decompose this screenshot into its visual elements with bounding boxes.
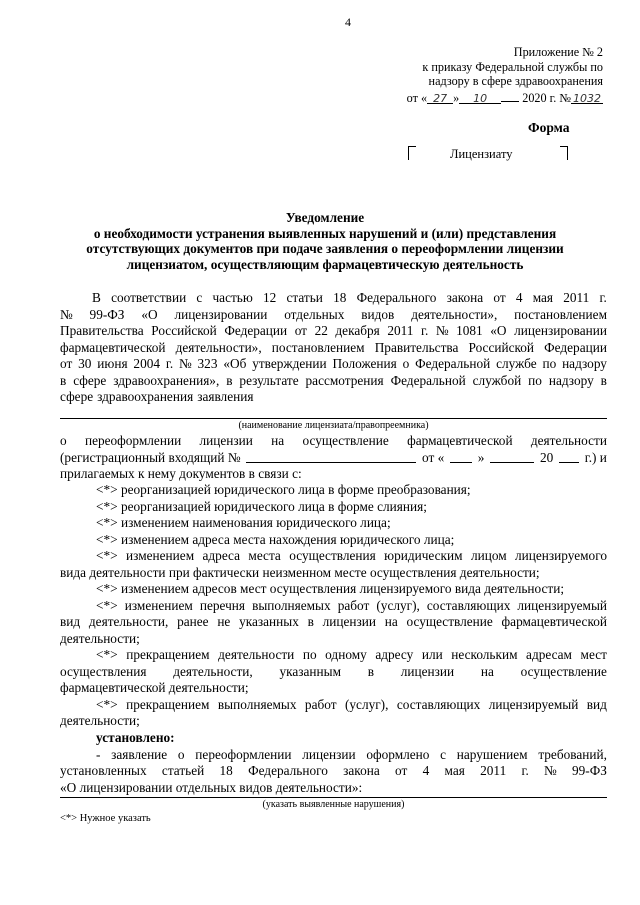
reason-activity-address-line-2: вида деятельности при фактически неизменном месте осуществления деятельности;	[60, 564, 540, 580]
word: здравоохранения»,	[113, 372, 220, 388]
word: заявления	[197, 389, 254, 404]
word: изменением	[124, 597, 193, 613]
word: лицензии	[400, 663, 455, 679]
word: составляющих	[426, 597, 511, 613]
word: осуществление	[520, 663, 607, 679]
word: работ	[304, 696, 337, 712]
word: №	[60, 306, 73, 322]
title-line-4: лицензиатом, осуществляющим фармацевтическую деятельность	[126, 256, 524, 272]
date-year: 2020 г. №	[522, 90, 571, 105]
reasons-list	[60, 482, 607, 730]
word: (услуг),	[344, 696, 389, 712]
word: осуществления	[60, 663, 147, 679]
word: требований,	[538, 746, 607, 762]
word: постановлением	[514, 306, 607, 322]
page-number: 4	[345, 15, 351, 29]
word: составляющих	[396, 696, 481, 712]
word: Федерации	[224, 323, 288, 338]
word: <*>	[96, 548, 118, 563]
word: в	[307, 614, 314, 629]
word: г.	[165, 356, 174, 371]
appendix-date-line	[388, 89, 603, 106]
word: осуществление	[406, 614, 493, 629]
word: оформлено	[366, 746, 430, 762]
word: лицензируемый	[488, 696, 579, 712]
reason-reorganization-transformation: <*> реорганизацией юридического лица в форме преобразования;	[96, 482, 471, 497]
word: Правительства	[60, 323, 144, 338]
word: работ	[337, 597, 370, 613]
reason-works-list-line-2	[60, 614, 607, 631]
appendix-block	[388, 45, 603, 105]
word: нарушением	[456, 746, 528, 762]
handwritten-month: 10	[473, 91, 488, 105]
word: деятельности»,	[411, 306, 498, 322]
word: выполняемых	[217, 696, 297, 712]
word: мест	[580, 647, 607, 662]
word: лицензировании	[174, 306, 268, 322]
intro-paragraph	[60, 290, 607, 406]
word: №	[435, 323, 449, 338]
word: №	[178, 356, 192, 371]
word: Правительства	[374, 339, 459, 355]
word: лицензировании	[514, 323, 607, 338]
word: в	[367, 663, 375, 679]
form-label: Форма	[528, 120, 570, 135]
reg-year-suffix: г.) и	[584, 449, 607, 465]
word: лицензии	[322, 614, 376, 629]
word: указанных	[239, 614, 299, 629]
word: перечня	[199, 597, 245, 613]
word: изменением	[126, 548, 195, 563]
word: в	[60, 372, 67, 388]
word: места	[248, 548, 281, 563]
reg-month-blank	[490, 450, 534, 463]
left-corner-bracket	[408, 146, 416, 160]
licensee-caption: (наименование лицензиата/правопреемника)	[238, 420, 429, 431]
handwritten-number: 1032	[573, 91, 601, 105]
word: деятельности	[530, 433, 607, 448]
word: службой	[472, 372, 522, 388]
word: №	[544, 763, 557, 778]
intro-line	[60, 307, 607, 324]
word: не	[217, 614, 231, 629]
word: сфере	[73, 372, 107, 388]
reg-number-blank	[246, 450, 416, 463]
registration-paragraph	[60, 433, 607, 483]
word: июня	[97, 356, 128, 371]
reg-from-label: от «	[422, 449, 445, 465]
reason-name-change: <*> изменением наименования юридического лица;	[96, 515, 391, 530]
word: «О	[490, 323, 507, 338]
reg-century: 20	[539, 449, 554, 465]
word: мая	[532, 290, 554, 305]
word: Федерации	[544, 339, 607, 355]
word: 99-ФЗ	[572, 763, 607, 778]
word: закона	[446, 290, 484, 305]
word: В	[92, 290, 101, 305]
word: о	[402, 356, 410, 371]
reason-address-change: <*> изменением адреса места нахождения юридического лица;	[96, 531, 455, 547]
word: постановлением	[271, 339, 365, 355]
word: «Об	[223, 356, 247, 371]
appendix-line-3: надзору в сфере здравоохранения	[428, 74, 603, 88]
title-line-1: Уведомление	[285, 210, 365, 225]
word: надзору	[562, 356, 607, 371]
word: с	[196, 290, 203, 305]
recipient-label: Лицензиату	[450, 147, 513, 161]
word: Федеральной	[390, 372, 466, 388]
word: статьей	[161, 763, 205, 778]
word: (услуг),	[376, 597, 420, 613]
word: переоформлении	[84, 433, 182, 448]
word: службе	[496, 356, 537, 371]
word: здравоохранения	[97, 389, 194, 404]
word: частью	[212, 290, 253, 305]
word: «О	[141, 306, 158, 322]
word: осуществления	[289, 548, 376, 563]
word: адресу	[375, 647, 414, 662]
licensee-blank-line	[60, 418, 607, 419]
word: нескольким	[451, 647, 518, 662]
intro-line	[60, 389, 607, 406]
intro-line	[60, 340, 607, 357]
word: по	[302, 647, 317, 662]
word: <*>	[96, 696, 118, 712]
word: осуществление	[302, 433, 389, 448]
right-corner-bracket	[560, 146, 568, 160]
word: статьи	[286, 290, 323, 305]
word: на	[384, 614, 398, 629]
word: от	[395, 763, 408, 778]
word: 18	[333, 290, 347, 305]
reason-termination-address-line-3: фармацевтической деятельности;	[60, 680, 249, 695]
finding-line-2	[60, 763, 607, 780]
word: на	[480, 663, 494, 679]
reg-day-blank	[450, 450, 472, 463]
date-prefix: от «	[406, 90, 428, 105]
document-title	[60, 210, 590, 272]
violations-caption: (указать выявленные нарушения)	[262, 799, 405, 810]
word: 1081	[456, 323, 483, 338]
intro-line	[60, 356, 607, 373]
word: юридическим	[384, 548, 463, 563]
word: г.	[421, 323, 429, 338]
word: вид	[586, 696, 607, 712]
word: от	[60, 356, 73, 371]
word: адреса	[202, 548, 241, 563]
intro-line	[60, 373, 607, 390]
word: одному	[325, 647, 367, 662]
title-line-2: о необходимости устранения выявленных нарушений и (или) представления	[93, 225, 557, 241]
word: деятельности»,	[175, 339, 262, 355]
established-heading: установлено:	[96, 730, 175, 745]
word: Федеральной	[415, 356, 491, 371]
word: по	[542, 356, 557, 371]
word: вид	[60, 614, 81, 629]
word: рассмотрения	[305, 372, 384, 388]
word: лицензируемого	[515, 548, 607, 563]
word: <*>	[96, 597, 118, 613]
reason-reorganization-merger: <*> реорганизацией юридического лица в форме слияния;	[96, 498, 427, 514]
word: 323	[197, 356, 218, 371]
registration-line-2	[60, 450, 607, 467]
registration-line-1	[60, 433, 607, 450]
word: 2011	[563, 290, 590, 305]
word: 4	[422, 763, 430, 778]
date-mid: »	[453, 90, 460, 105]
violations-blank-line	[60, 797, 607, 798]
appendix-line-2: к приказу Федеральной службы по	[422, 59, 603, 74]
intro-line	[60, 323, 607, 340]
word: от	[493, 290, 506, 305]
word: <*>	[96, 647, 118, 662]
word: декабря	[335, 323, 380, 338]
reason-termination-works-line-1	[60, 697, 607, 714]
word: видов	[361, 306, 395, 322]
word: адресам	[526, 647, 572, 662]
word: -	[96, 746, 101, 762]
reason-activity-addresses-change: <*> изменением адресов мест осуществления лицензируемого вида деятельности;	[96, 581, 565, 596]
word: сфере	[60, 389, 94, 404]
word: прекращением	[126, 696, 210, 712]
word: переоформлении	[195, 746, 292, 762]
finding-line-3: «О лицензировании отдельных видов деятельности»:	[60, 779, 363, 795]
word: лицензируемый	[517, 597, 607, 613]
reg-quote: »	[477, 449, 485, 465]
word: ранее	[177, 614, 209, 629]
word: Российской	[151, 323, 217, 338]
word: Положения	[332, 356, 397, 371]
footnote: <*> Нужное указать	[60, 813, 151, 824]
word: закона	[343, 763, 380, 778]
registration-line-3: прилагаемых к нему документов в связи с:	[60, 466, 302, 481]
word: деятельности,	[173, 663, 253, 679]
intro-line	[60, 290, 607, 307]
word: фармацевтической	[407, 433, 513, 448]
word: прекращением	[126, 647, 210, 662]
word: 99-ФЗ	[89, 306, 125, 322]
word: выполняемых	[252, 597, 331, 613]
reg-number-label: (регистрационный входящий №	[60, 449, 241, 465]
word: г.	[599, 290, 607, 305]
reason-termination-address-line-1	[60, 647, 607, 664]
word: г.	[521, 763, 529, 778]
title-line-3: отсутствующих документов при подаче заявления о переоформлении лицензии	[86, 241, 564, 256]
reason-works-list-line-1	[60, 598, 607, 615]
word: 12	[262, 290, 277, 305]
word: 18	[219, 763, 233, 778]
appendix-line-1: Приложение № 2	[513, 45, 603, 59]
word: заявление	[111, 746, 168, 762]
word: надзору	[548, 372, 594, 388]
reg-year-blank	[559, 450, 579, 463]
word: о	[177, 746, 185, 762]
word: фармацевтической	[60, 339, 166, 355]
word: лицом	[470, 548, 507, 563]
established-section	[60, 730, 607, 796]
word: деятельности	[218, 647, 295, 662]
word: Федерального	[248, 763, 328, 778]
word: 22	[314, 323, 328, 338]
word: от	[294, 323, 307, 338]
word: отдельных	[284, 306, 345, 322]
word: 30	[78, 356, 92, 371]
reason-termination-works-line-2: деятельности;	[60, 713, 140, 728]
word: лицензии	[199, 433, 253, 448]
word: в	[226, 372, 233, 388]
word: на	[271, 433, 285, 448]
handwritten-day: 27	[433, 91, 448, 105]
word: с	[440, 746, 447, 762]
word: результате	[239, 372, 299, 388]
word: по	[528, 372, 542, 388]
reason-activity-address-line-1	[60, 548, 607, 565]
word: лицензии	[302, 746, 356, 762]
word: соответствии	[111, 290, 187, 305]
word: 2011	[480, 763, 507, 778]
word: установленных	[60, 763, 147, 778]
word: деятельности,	[88, 614, 169, 629]
word: о	[60, 433, 67, 448]
reason-termination-address-line-2	[60, 664, 607, 681]
word: или	[421, 647, 443, 662]
word: утверждении	[252, 356, 327, 371]
word: Федерального	[356, 290, 437, 305]
finding-line-1	[60, 747, 607, 764]
word: 2004	[133, 356, 161, 371]
reason-works-list-line-3: деятельности;	[60, 630, 140, 646]
word: Российской	[468, 339, 535, 355]
word: фармацевтической	[501, 614, 607, 629]
word: 4	[515, 290, 523, 305]
word: мая	[444, 763, 465, 778]
word: в	[600, 372, 607, 388]
word: 2011	[387, 323, 414, 338]
word: указанным	[279, 663, 341, 679]
